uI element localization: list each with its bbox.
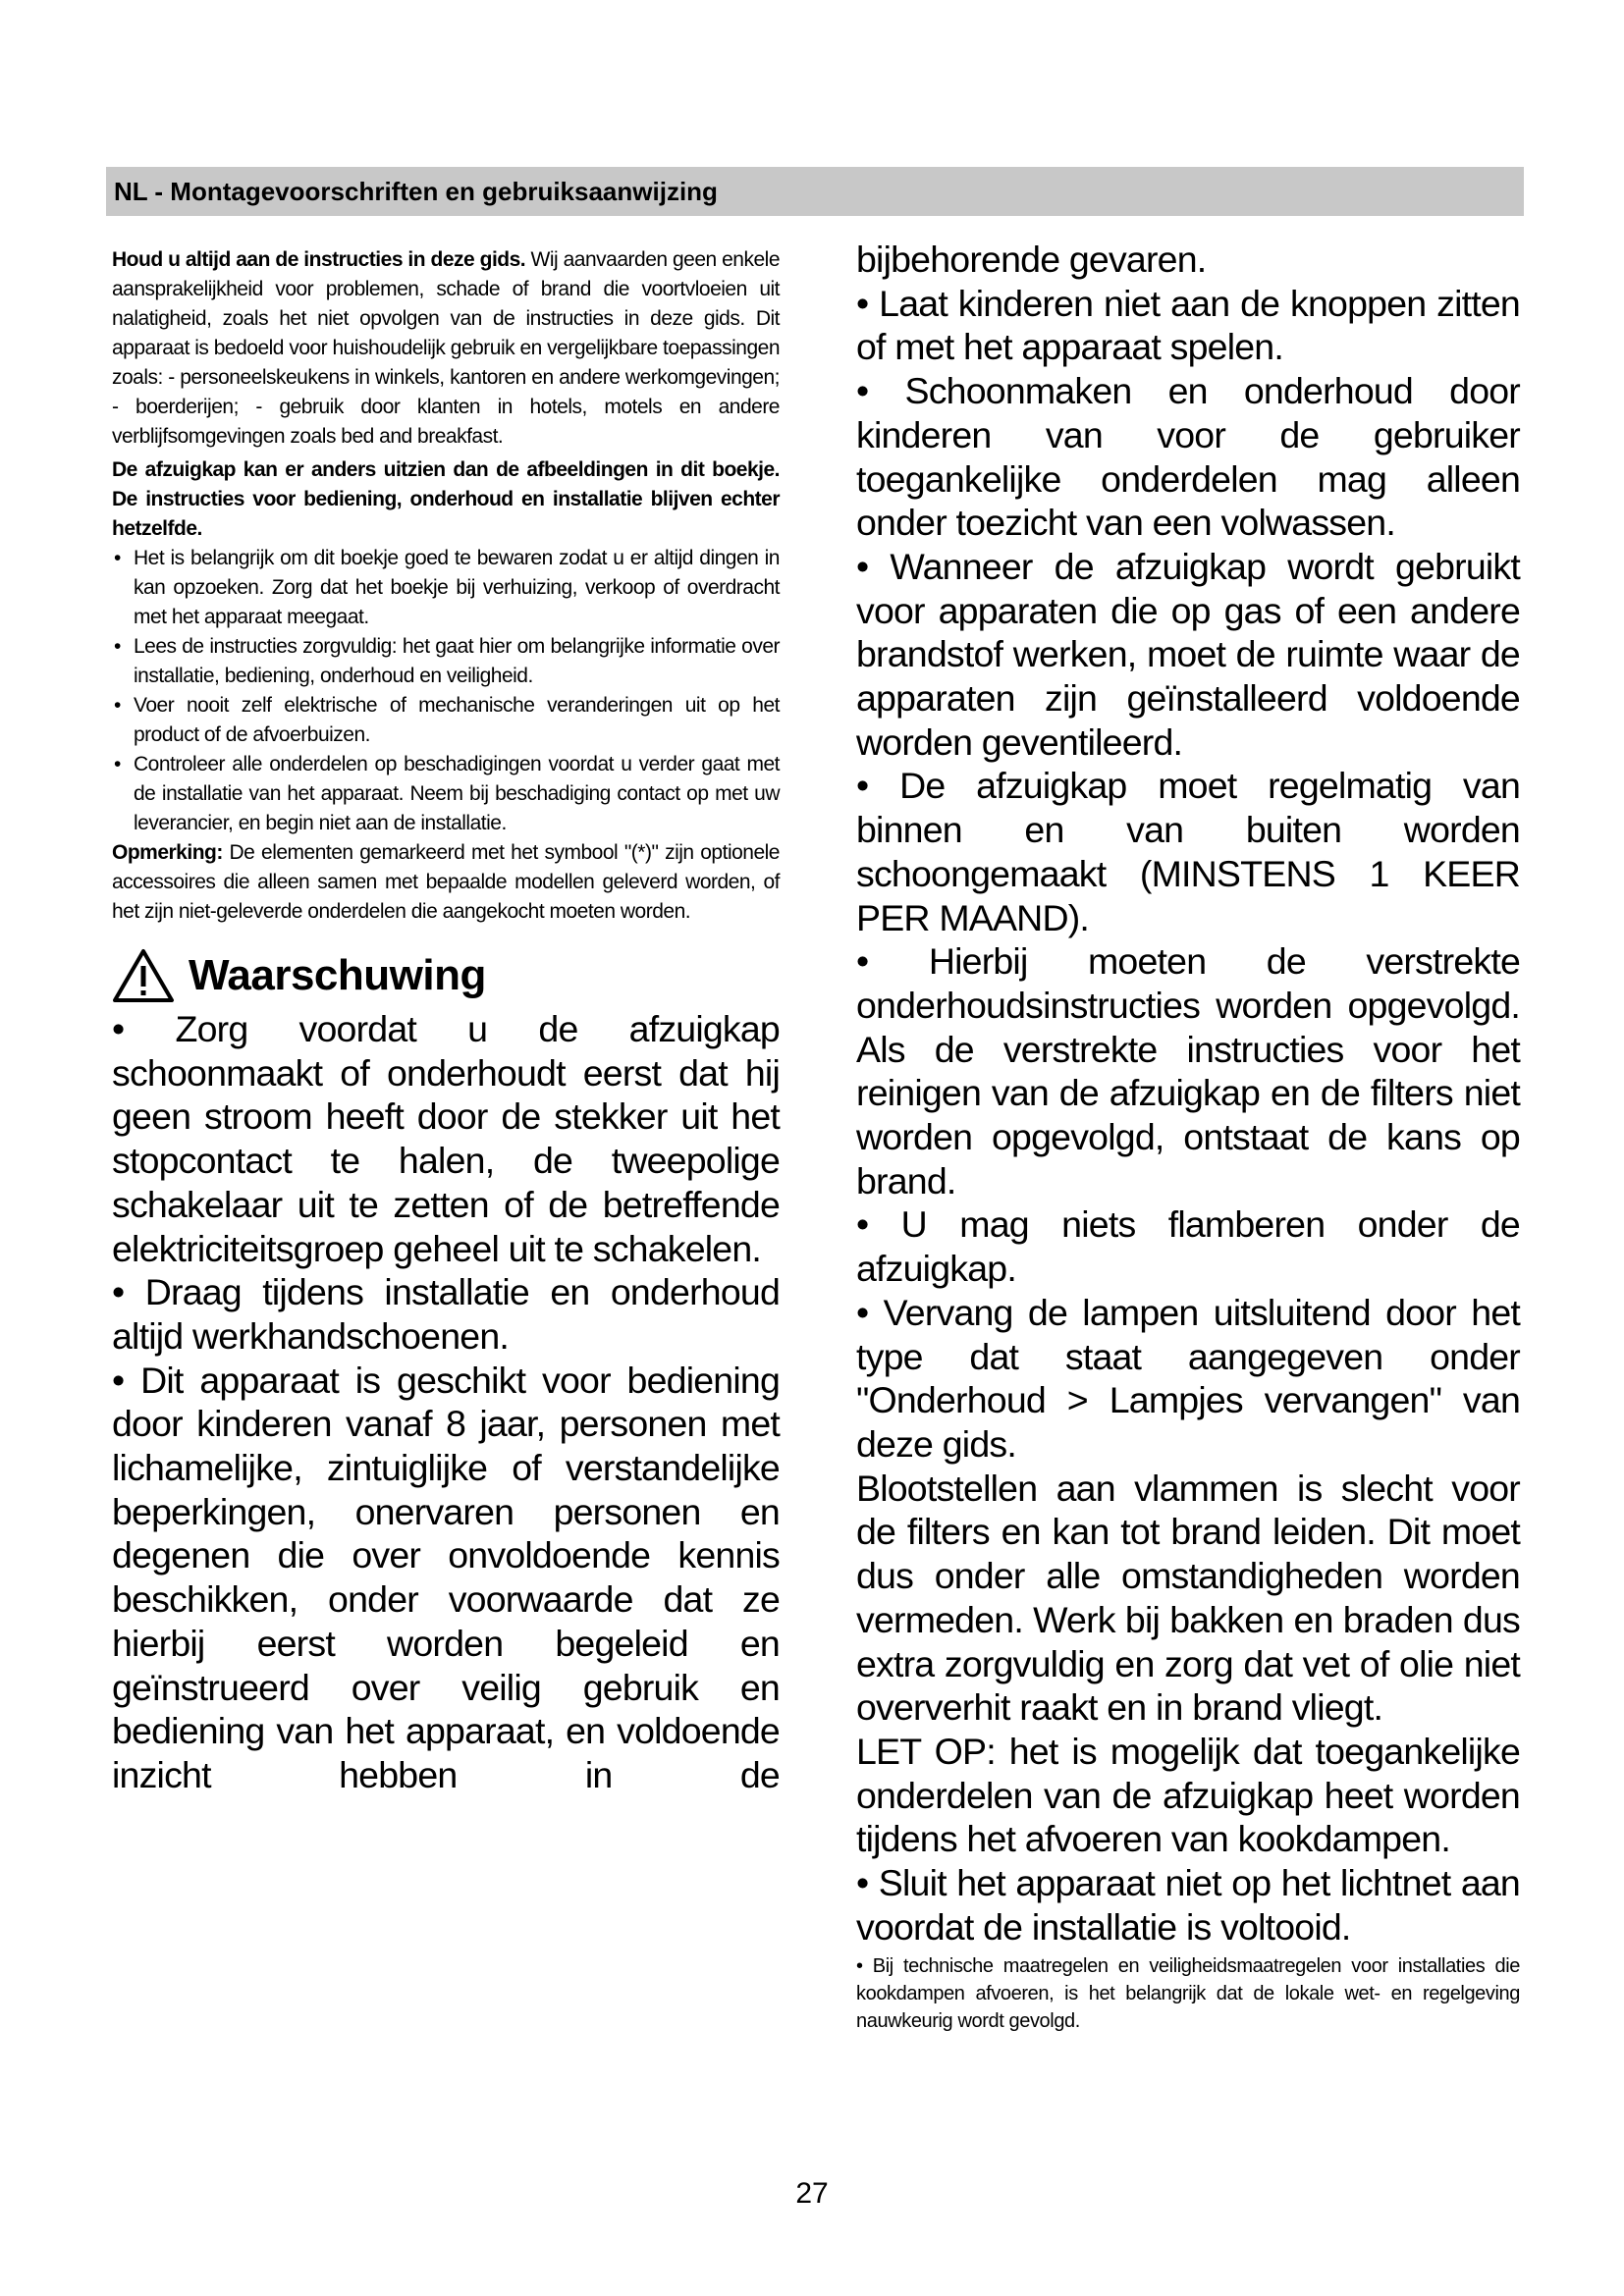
remark-paragraph — [112, 838, 780, 927]
intro-bullet-list — [112, 544, 780, 838]
list-item: • Het is belangrijk om dit boekje goed te bewaren zodat u er altijd dingen in kan opzoeken. Zorg dat het boekje bij verhuizing, verkoop of overdracht met het apparaat meegaat. — [112, 544, 780, 632]
warning-paragraph: • Hierbij moeten de verstrekte onderhoudsinstructies worden opgevolgd. Als de verstrekte instructies voor het reinigen van de afzuigkap en de filters niet worden opgevolgd, ontstaat de kans op brand. — [856, 940, 1520, 1201]
list-item: • Controleer alle onderdelen op beschadigingen voordat u verder gaat met de installatie van het apparaat. Neem bij beschadiging contact op met uw leverancier, en begin niet aan de installatie. — [112, 750, 780, 838]
intro-lead-bold: Houd u altijd aan de instructies in deze gids. — [112, 248, 526, 271]
warning-paragraph: bijbehorende gevaren. — [856, 239, 1207, 280]
page-number: 27 — [795, 2177, 829, 2210]
section-header: NL - Montagevoorschriften en gebruiksaanwijzing — [106, 167, 1524, 216]
list-item: • Lees de instructies zorgvuldig: het gaat hier om belangrijke informatie over installatie, bediening, onderhoud en veiligheid. — [112, 632, 780, 691]
remark-label: Opmerking: — [112, 841, 223, 864]
warning-paragraph: • Laat kinderen niet aan de knoppen zitten of met het apparaat spelen. — [856, 282, 1520, 368]
warning-heading — [112, 944, 780, 1007]
left-column — [112, 245, 780, 1797]
warning-paragraph: • Schoonmaken en onderhoud door kinderen van voor de gebruiker toegankelijke onderdelen mag alleen onder toezicht van een volwassen. — [856, 370, 1520, 544]
warning-paragraph-disconnect: • Zorg voordat u de afzuigkap schoonmaakt of onderhoudt eerst dat hij geen stroom heeft door de stekker uit het stopcontact te halen, de tweepolige schakelaar uit te zetten of de betreffende elektriciteitsgroep geheel uit te schakelen. — [112, 1008, 780, 1269]
warning-paragraph: • Wanneer de afzuigkap wordt gebruikt voor apparaten die op gas of een andere brandstof werken, moet de ruimte waar de apparaten zijn geïnstalleerd voldoende worden geventileerd. — [856, 545, 1520, 763]
warning-paragraph-gloves: • Draag tijdens installatie en onderhoud altijd werkhandschoenen. — [112, 1271, 780, 1357]
list-item: • Voer nooit zelf elektrische of mechanische veranderingen uit op het product of de afvoerbuizen. — [112, 691, 780, 750]
warning-paragraph: LET OP: het is mogelijk dat toegankelijke onderdelen van de afzuigkap heet worden tijdens het afvoeren van kookdampen. — [856, 1730, 1520, 1860]
fine-print-paragraph: • Bij technische maatregelen en veiligheidsmaatregelen voor installaties die kookdampen afvoeren, is het belangrijk dat de lokale wet- en regelgeving nauwkeurig wordt gevolgd. — [856, 1955, 1520, 2033]
remark-text: De elementen gemarkeerd met het symbool "(*)" zijn optionele accessoires die alleen samen met bepaalde modellen geleverd worden, of het zijn niet-geleverde onderdelen die aangekocht moeten worden. — [112, 841, 780, 923]
warning-paragraph: • De afzuigkap moet regelmatig van binnen en van buiten worden schoongemaakt (MINSTENS 1 KEER PER MAAND). — [856, 765, 1520, 938]
appearance-notice-text: De afzuigkap kan er anders uitzien dan de afbeeldingen in dit boekje. De instructies voor bediening, onderhoud en installatie blijven echter hetzelfde. — [112, 458, 780, 540]
intro-paragraph — [112, 245, 780, 452]
warning-triangle-icon — [112, 948, 175, 1003]
warning-title: Waarschuwing — [189, 951, 486, 999]
warning-paragraph: • Vervang de lampen uitsluitend door het type dat staat aangegeven onder "Onderhoud > Lampjes vervangen" van deze gids. — [856, 1291, 1520, 1465]
warning-paragraph-children: • Dit apparaat is geschikt voor bediening door kinderen vanaf 8 jaar, personen met lichamelijke, zintuiglijke of verstandelijke beperkingen, onervaren personen en degenen die over onvoldoende kennis beschikken, onder voorwaarde dat ze hierbij eerst worden begeleid en geïnstrueerd over veilig gebruik en bediening van het apparaat, en voldoende inzicht hebben in de — [112, 1359, 780, 1795]
appearance-notice — [112, 455, 780, 544]
warning-paragraph: • U mag niets flamberen onder de afzuigkap. — [856, 1203, 1520, 1290]
warning-paragraph: • Sluit het apparaat niet op het lichtnet aan voordat de installatie is voltooid. — [856, 1862, 1520, 1948]
right-column — [856, 238, 1520, 2035]
intro-lead-text: Wij aanvaarden geen enkele aansprakelijkheid voor problemen, schade of brand die voortvloeien uit nalatigheid, zoals het niet opvolgen van de instructies in deze gids. Dit apparaat is bedoeld voor huishoudelijk gebruik en vergelijkbare toepassingen zoals: - personeelskeukens in winkels, kantoren en andere werkomgevingen; - boerderijen; - gebruik door klanten in hotels, motels en andere verblijfsomgevingen zoals bed and breakfast. — [112, 248, 780, 448]
warning-paragraph: Blootstellen aan vlammen is slecht voor de filters en kan tot brand leiden. Dit moet dus onder alle omstandigheden worden vermeden. Werk bij bakken en braden dus extra zorgvuldig en zorg dat vet of olie niet oververhit raakt en in brand vliegt. — [856, 1467, 1520, 1729]
